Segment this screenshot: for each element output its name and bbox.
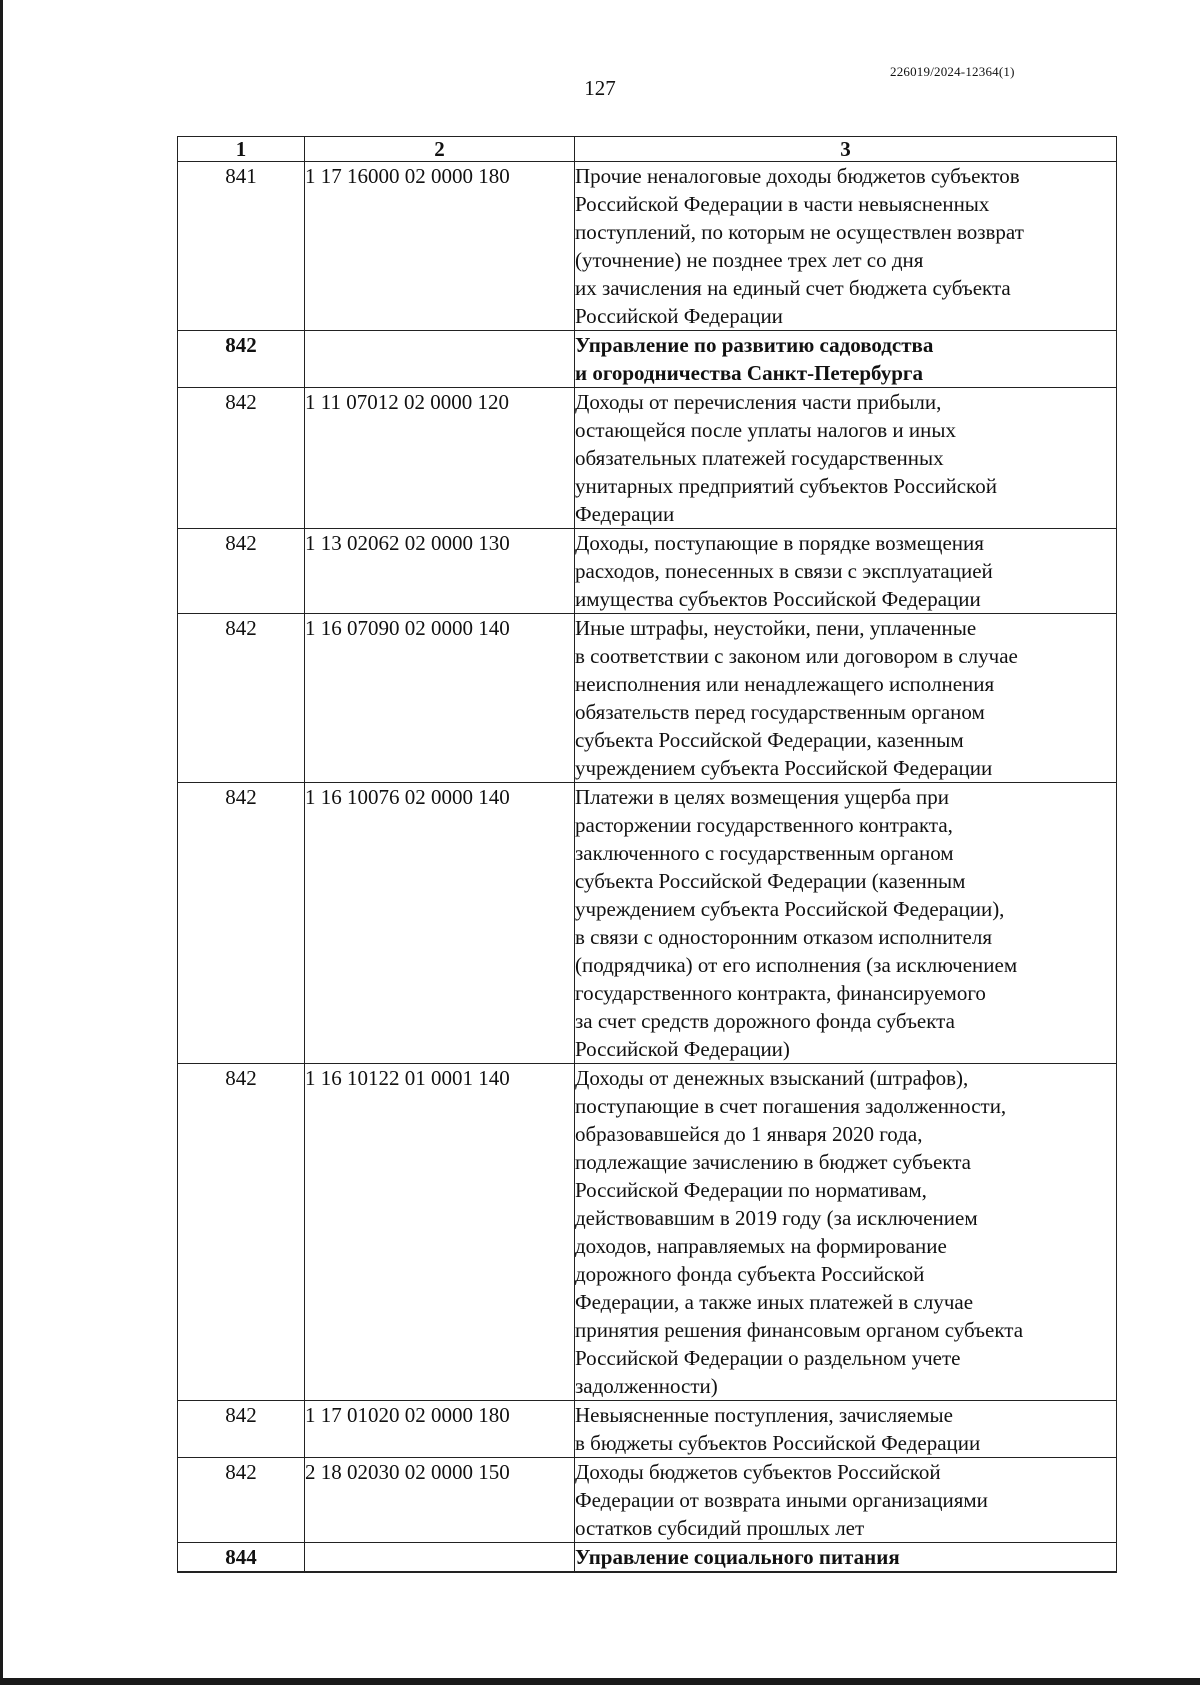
description-line: Российской Федерации о раздельном учете — [575, 1346, 961, 1370]
description-line: поступающие в счет погашения задолженности, — [575, 1094, 1007, 1118]
page-number: 127 — [584, 76, 616, 100]
description-line: Российской Федерации) — [575, 1037, 790, 1061]
admin-code-cell: 842 — [178, 783, 305, 1064]
description-line: Федерации от возврата иными организациями — [575, 1488, 988, 1512]
table-row — [178, 783, 1117, 1064]
description-line: заключенного с государственным органом — [575, 841, 954, 865]
admin-code-cell: 842 — [178, 529, 305, 614]
description-line: Прочие неналоговые доходы бюджетов субъектов — [575, 164, 1020, 188]
description-line: обязательных платежей государственных — [575, 446, 944, 470]
description-line: Доходы от перечисления части прибыли, — [575, 390, 942, 414]
description-cell — [575, 331, 1117, 388]
description-line: имущества субъектов Российской Федерации — [575, 587, 981, 611]
table-row — [178, 1064, 1117, 1401]
description-line: расторжении государственного контракта, — [575, 813, 953, 837]
description-line: за счет средств дорожного фонда субъекта — [575, 1009, 955, 1033]
revenue-code-cell: 1 17 16000 02 0000 180 — [305, 162, 575, 331]
admin-code-cell: 842 — [178, 1064, 305, 1401]
table-body — [178, 162, 1117, 1573]
description-line: (уточнение) не позднее трех лет со дня — [575, 248, 924, 272]
revenue-code-cell: 1 17 01020 02 0000 180 — [305, 1401, 575, 1458]
description-line: учреждением субъекта Российской Федерации), — [575, 897, 1005, 921]
header-row — [178, 137, 1117, 162]
description-line: в соответствии с законом или договором в случае — [575, 644, 1018, 668]
description-line: остающейся после уплаты налогов и иных — [575, 418, 956, 442]
description-line: субъекта Российской Федерации, казенным — [575, 728, 964, 752]
document-registration-code: 226019/2024-12364(1) — [890, 64, 1015, 79]
description-line: Платежи в целях возмещения ущерба при — [575, 785, 950, 809]
admin-code-cell: 842 — [178, 614, 305, 783]
description-line: неисполнения или ненадлежащего исполнения — [575, 672, 995, 696]
description-line: обязательств перед государственным органом — [575, 700, 985, 724]
table-row — [178, 529, 1117, 614]
table-row — [178, 331, 1117, 388]
scan-bottom-border — [0, 1678, 1200, 1685]
table-row — [178, 1458, 1117, 1543]
description-line: Доходы от денежных взысканий (штрафов), — [575, 1066, 969, 1090]
description-cell — [575, 783, 1117, 1064]
description-cell — [575, 1543, 1117, 1573]
description-line: в связи с односторонним отказом исполнителя — [575, 925, 992, 949]
description-line: подлежащие зачислению в бюджет субъекта — [575, 1150, 971, 1174]
revenue-code-cell: 1 16 10076 02 0000 140 — [305, 783, 575, 1064]
description-cell — [575, 1458, 1117, 1543]
description-line: Иные штрафы, неустойки, пени, уплаченные — [575, 616, 977, 640]
description-line: расходов, понесенных в связи с эксплуатацией — [575, 559, 993, 583]
description-cell — [575, 1401, 1117, 1458]
admin-code-cell: 844 — [178, 1543, 305, 1573]
table-row — [178, 1401, 1117, 1458]
description-line: (подрядчика) от его исполнения (за исключением — [575, 953, 1018, 977]
description-line: Доходы, поступающие в порядке возмещения — [575, 531, 984, 555]
description-line: остатков субсидий прошлых лет — [575, 1516, 865, 1540]
description-cell — [575, 388, 1117, 529]
admin-code-cell: 842 — [178, 1458, 305, 1543]
header-col-2: 2 — [305, 137, 575, 162]
table-row — [178, 388, 1117, 529]
revenue-code-cell: 2 18 02030 02 0000 150 — [305, 1458, 575, 1543]
description-line: Федерации — [575, 502, 675, 526]
description-line: Федерации, а также иных платежей в случае — [575, 1290, 974, 1314]
description-line: Управление социального питания — [575, 1545, 900, 1569]
admin-code-cell: 842 — [178, 388, 305, 529]
description-line: субъекта Российской Федерации (казенным — [575, 869, 966, 893]
revenue-code-cell: 1 16 07090 02 0000 140 — [305, 614, 575, 783]
description-line: принятия решения финансовым органом субъекта — [575, 1318, 1024, 1342]
description-line: доходов, направляемых на формирование — [575, 1234, 947, 1258]
description-line: их зачисления на единый счет бюджета субъекта — [575, 276, 1011, 300]
description-line: Невыясненные поступления, зачисляемые — [575, 1403, 953, 1427]
description-line: учреждением субъекта Российской Федерации — [575, 756, 993, 780]
table-row — [178, 1543, 1117, 1573]
budget-classification-table — [177, 136, 1117, 1573]
description-cell — [575, 529, 1117, 614]
description-line: задолженности) — [575, 1374, 718, 1398]
revenue-code-cell — [305, 1543, 575, 1573]
description-line: Российской Федерации — [575, 304, 783, 328]
table-header — [178, 137, 1117, 162]
revenue-code-cell: 1 16 10122 01 0001 140 — [305, 1064, 575, 1401]
description-line: в бюджеты субъектов Российской Федерации — [575, 1431, 981, 1455]
description-line: Российской Федерации по нормативам, — [575, 1178, 927, 1202]
description-line: и огородничества Санкт-Петербурга — [575, 361, 923, 385]
description-line: Управление по развитию садоводства — [575, 333, 934, 357]
description-line: унитарных предприятий субъектов Российской — [575, 474, 997, 498]
description-line: Российской Федерации в части невыясненных — [575, 192, 990, 216]
header-col-3: 3 — [575, 137, 1117, 162]
description-line: поступлений, по которым не осуществлен возврат — [575, 220, 1024, 244]
description-cell — [575, 1064, 1117, 1401]
table-row — [178, 162, 1117, 331]
description-line: Доходы бюджетов субъектов Российской — [575, 1460, 941, 1484]
description-cell — [575, 162, 1117, 331]
description-line: образовавшейся до 1 января 2020 года, — [575, 1122, 923, 1146]
description-line: дорожного фонда субъекта Российской — [575, 1262, 925, 1286]
description-line: государственного контракта, финансируемого — [575, 981, 986, 1005]
admin-code-cell: 842 — [178, 331, 305, 388]
revenue-code-cell: 1 13 02062 02 0000 130 — [305, 529, 575, 614]
revenue-code-cell — [305, 331, 575, 388]
admin-code-cell: 841 — [178, 162, 305, 331]
revenue-code-cell: 1 11 07012 02 0000 120 — [305, 388, 575, 529]
header-col-1: 1 — [178, 137, 305, 162]
admin-code-cell: 842 — [178, 1401, 305, 1458]
description-line: действовавшим в 2019 году (за исключением — [575, 1206, 978, 1230]
description-cell — [575, 614, 1117, 783]
scan-left-border — [0, 0, 3, 1685]
table-row — [178, 614, 1117, 783]
